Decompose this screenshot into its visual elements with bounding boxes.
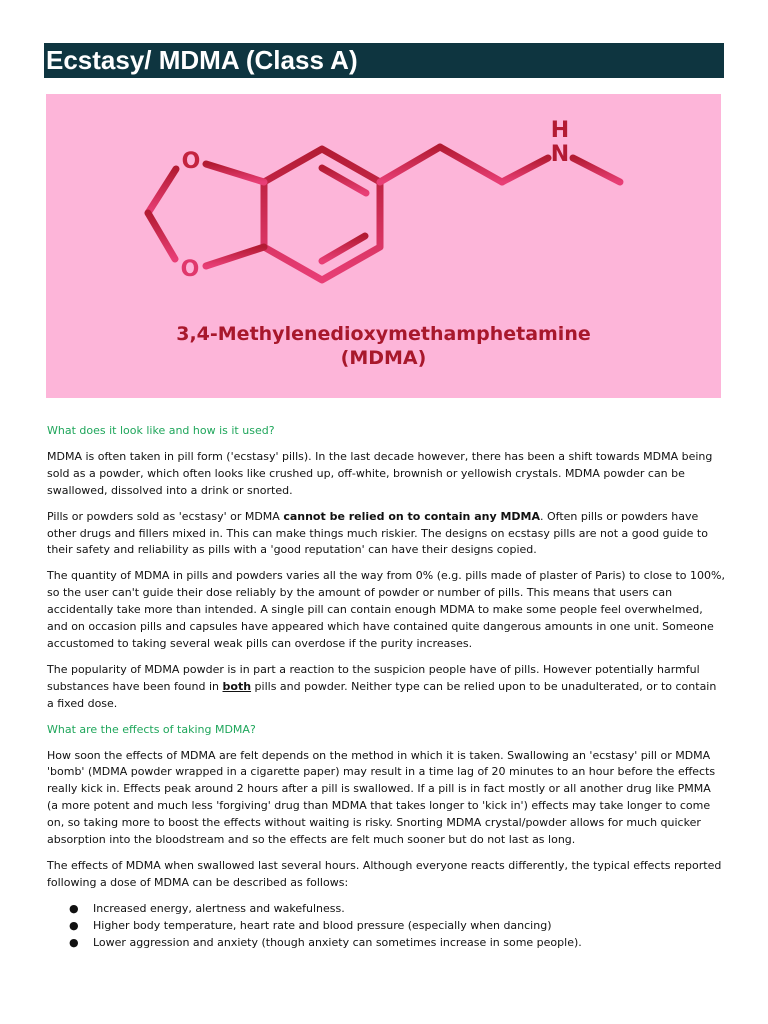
oxygen-bottom-label: O <box>180 257 200 282</box>
underlined-text: both <box>222 679 252 693</box>
text-run: Pills or powders sold as 'ecstasy' or MDMA <box>47 509 284 523</box>
page-title: Ecstasy/ MDMA (Class A) <box>46 45 358 75</box>
molecule-name: 3,4-Methylenedioxymethamphetamine <box>176 323 591 345</box>
title-bar <box>44 43 724 78</box>
bond-lines <box>148 147 620 280</box>
molecule-abbreviation: (MDMA) <box>340 347 427 369</box>
text-run: . Often pills or powders have other drugs and fillers mixed in. This can make things much riskier. The designs on ecstasy pills are not a good guide to their safety and reliability as pills with a 'good reputation' can have their designs copied. <box>47 509 708 557</box>
paragraph <box>47 509 725 560</box>
nitrogen-label: N <box>550 142 570 167</box>
bold-text: cannot be relied on to contain any MDMA <box>283 509 541 523</box>
list-item-text: Lower aggression and anxiety (though anxiety can sometimes increase in some people). <box>93 935 582 949</box>
bullet-icon: ● <box>69 935 79 949</box>
hydrogen-label: H <box>550 118 570 143</box>
list-item <box>47 935 725 952</box>
oxygen-top-label: O <box>181 149 201 174</box>
paragraph <box>47 662 725 713</box>
list-item-text: Increased energy, alertness and wakefulness. <box>93 901 345 915</box>
effects-list <box>47 901 725 952</box>
text-run: The popularity of MDMA powder is in part a reaction to the suspicion people have of pills. However potentially harmful substances have been found in <box>47 662 700 693</box>
bullet-icon: ● <box>69 918 79 932</box>
list-item <box>47 901 725 918</box>
text-run: pills and powder. Neither type can be relied upon to be unadulterated, or to contain a fixed dose. <box>47 679 717 710</box>
list-item <box>47 918 725 935</box>
paragraph: The quantity of MDMA in pills and powders varies all the way from 0% (e.g. pills made of plaster of Paris) to close to 100%, so the user can't guide their dose reliably by the amount of powder or number of pills. This means that users can accidentally take more than intended. A single pill can contain enough MDMA to make some people feel overwhelmed, and on occasion pills and capsules have appeared which have contained quite dangerous amounts in one unit. Someone accustomed to taking several weak pills can overdose if the purity increases. <box>47 569 725 650</box>
molecule-panel <box>46 94 721 398</box>
list-item-text: Higher body temperature, heart rate and blood pressure (especially when dancing) <box>93 918 552 932</box>
paragraph: MDMA is often taken in pill form ('ecstasy' pills). In the last decade however, there has been a shift towards MDMA being sold as a powder, which often looks like crushed up, off-white, brownish or yellowish crystals. MDMA powder can be swallowed, dissolved into a drink or snorted. <box>47 449 713 497</box>
paragraph: How soon the effects of MDMA are felt depends on the method in which it is taken. Swallowing an 'ecstasy' pill or MDMA 'bomb' (MDMA powder wrapped in a cigarette paper) may result in a time lag of 20 minutes to an hour before the effects really kick in. Effects peak around 2 hours after a pill is swallowed. If a pill is in fact mostly or all another drug like PMMA (a more potent and much less 'forgiving' drug than MDMA that takes longer to 'kick in') effects may take longer to come on, so taking more to boost the effects without waiting is risky. Snorting MDMA crystal/powder allows for much quicker absorption into the bloodstream and so the effects are felt much sooner but do not last as long. <box>47 748 716 847</box>
bullet-icon: ● <box>69 901 79 915</box>
section-heading-effects: What are the effects of taking MDMA? <box>47 722 256 736</box>
document-body <box>47 423 725 951</box>
section-heading-usage: What does it look like and how is it used? <box>47 424 275 437</box>
paragraph: The effects of MDMA when swallowed last several hours. Although everyone reacts differently, the typical effects reported following a dose of MDMA can be described as follows: <box>47 858 722 889</box>
